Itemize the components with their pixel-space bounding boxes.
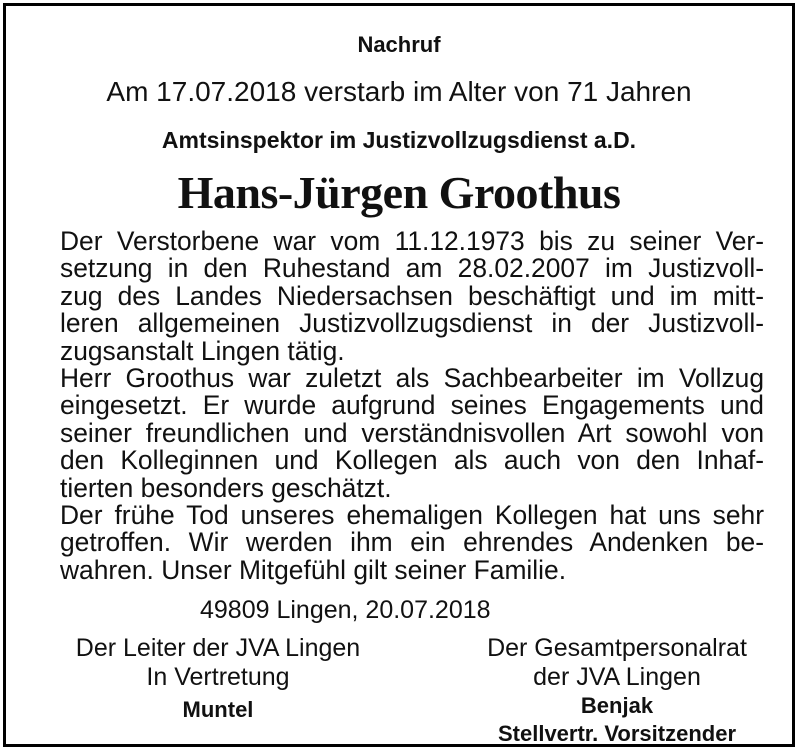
signature-block-right (461, 634, 773, 748)
text-line: Der Verstorbene war vom 11.12.1973 bis zu seiner Ver- (60, 226, 764, 256)
text-line: den Kolleginnen und Kollegen als auch von den Inhaf- (60, 445, 764, 476)
signatory-name: Muntel (182, 697, 254, 722)
notice-heading: Nachruf (357, 32, 441, 57)
text-line: zugsanstalt Lingen tätig. (60, 335, 345, 366)
signatory-capacity: In Vertretung (146, 663, 290, 691)
deceased-rank: Amtsinspektor im Justizvollzugsdienst a.D. (161, 127, 637, 153)
text-line: wahren. Unser Mitgefühl gilt seiner Familie. (60, 554, 567, 585)
paragraph (60, 228, 764, 365)
text-line: leren allgemeinen Justizvollzugsdienst in der Justizvoll- (60, 308, 764, 339)
signatory-role: Stellvertr. Vorsitzender (497, 721, 736, 746)
text-line: setzung in den Ruhestand am 28.02.2007 im Justizvoll- (60, 253, 764, 284)
text-line: eingesetzt. Er wurde aufgrund seines Engagements und (60, 390, 764, 421)
signature-block-left (50, 634, 386, 724)
obituary-body (60, 228, 764, 584)
text-line: tierten besonders geschätzt. (60, 472, 392, 503)
text-line: Herr Groothus war zuletzt als Sachbearbeiter im Vollzug (60, 363, 764, 394)
deceased-name: Hans-Jürgen Groothus (177, 167, 621, 218)
signatory-title: Der Gesamtpersonalrat (487, 634, 747, 662)
text-line: zug des Landes Niedersachsen beschäftigt und im mitt- (60, 280, 764, 311)
text-line: getroffen. Wir werden ihm ein ehrendes Andenken be- (60, 527, 764, 558)
text-line: seiner freundlichen und verständnisvollen Art sowohl von (60, 417, 764, 448)
paragraph (60, 365, 764, 502)
obituary-notice (3, 3, 795, 747)
signatory-organisation: der JVA Lingen (533, 663, 701, 691)
paragraph (60, 502, 764, 584)
signatory-name: Benjak (580, 693, 654, 718)
text-line: Der frühe Tod unseres ehemaligen Kollegen hat uns sehr (60, 500, 764, 531)
death-date-line: Am 17.07.2018 verstarb im Alter von 71 Jahren (106, 76, 692, 107)
place-and-date: 49809 Lingen, 20.07.2018 (200, 596, 491, 624)
signatory-title: Der Leiter der JVA Lingen (75, 634, 361, 662)
